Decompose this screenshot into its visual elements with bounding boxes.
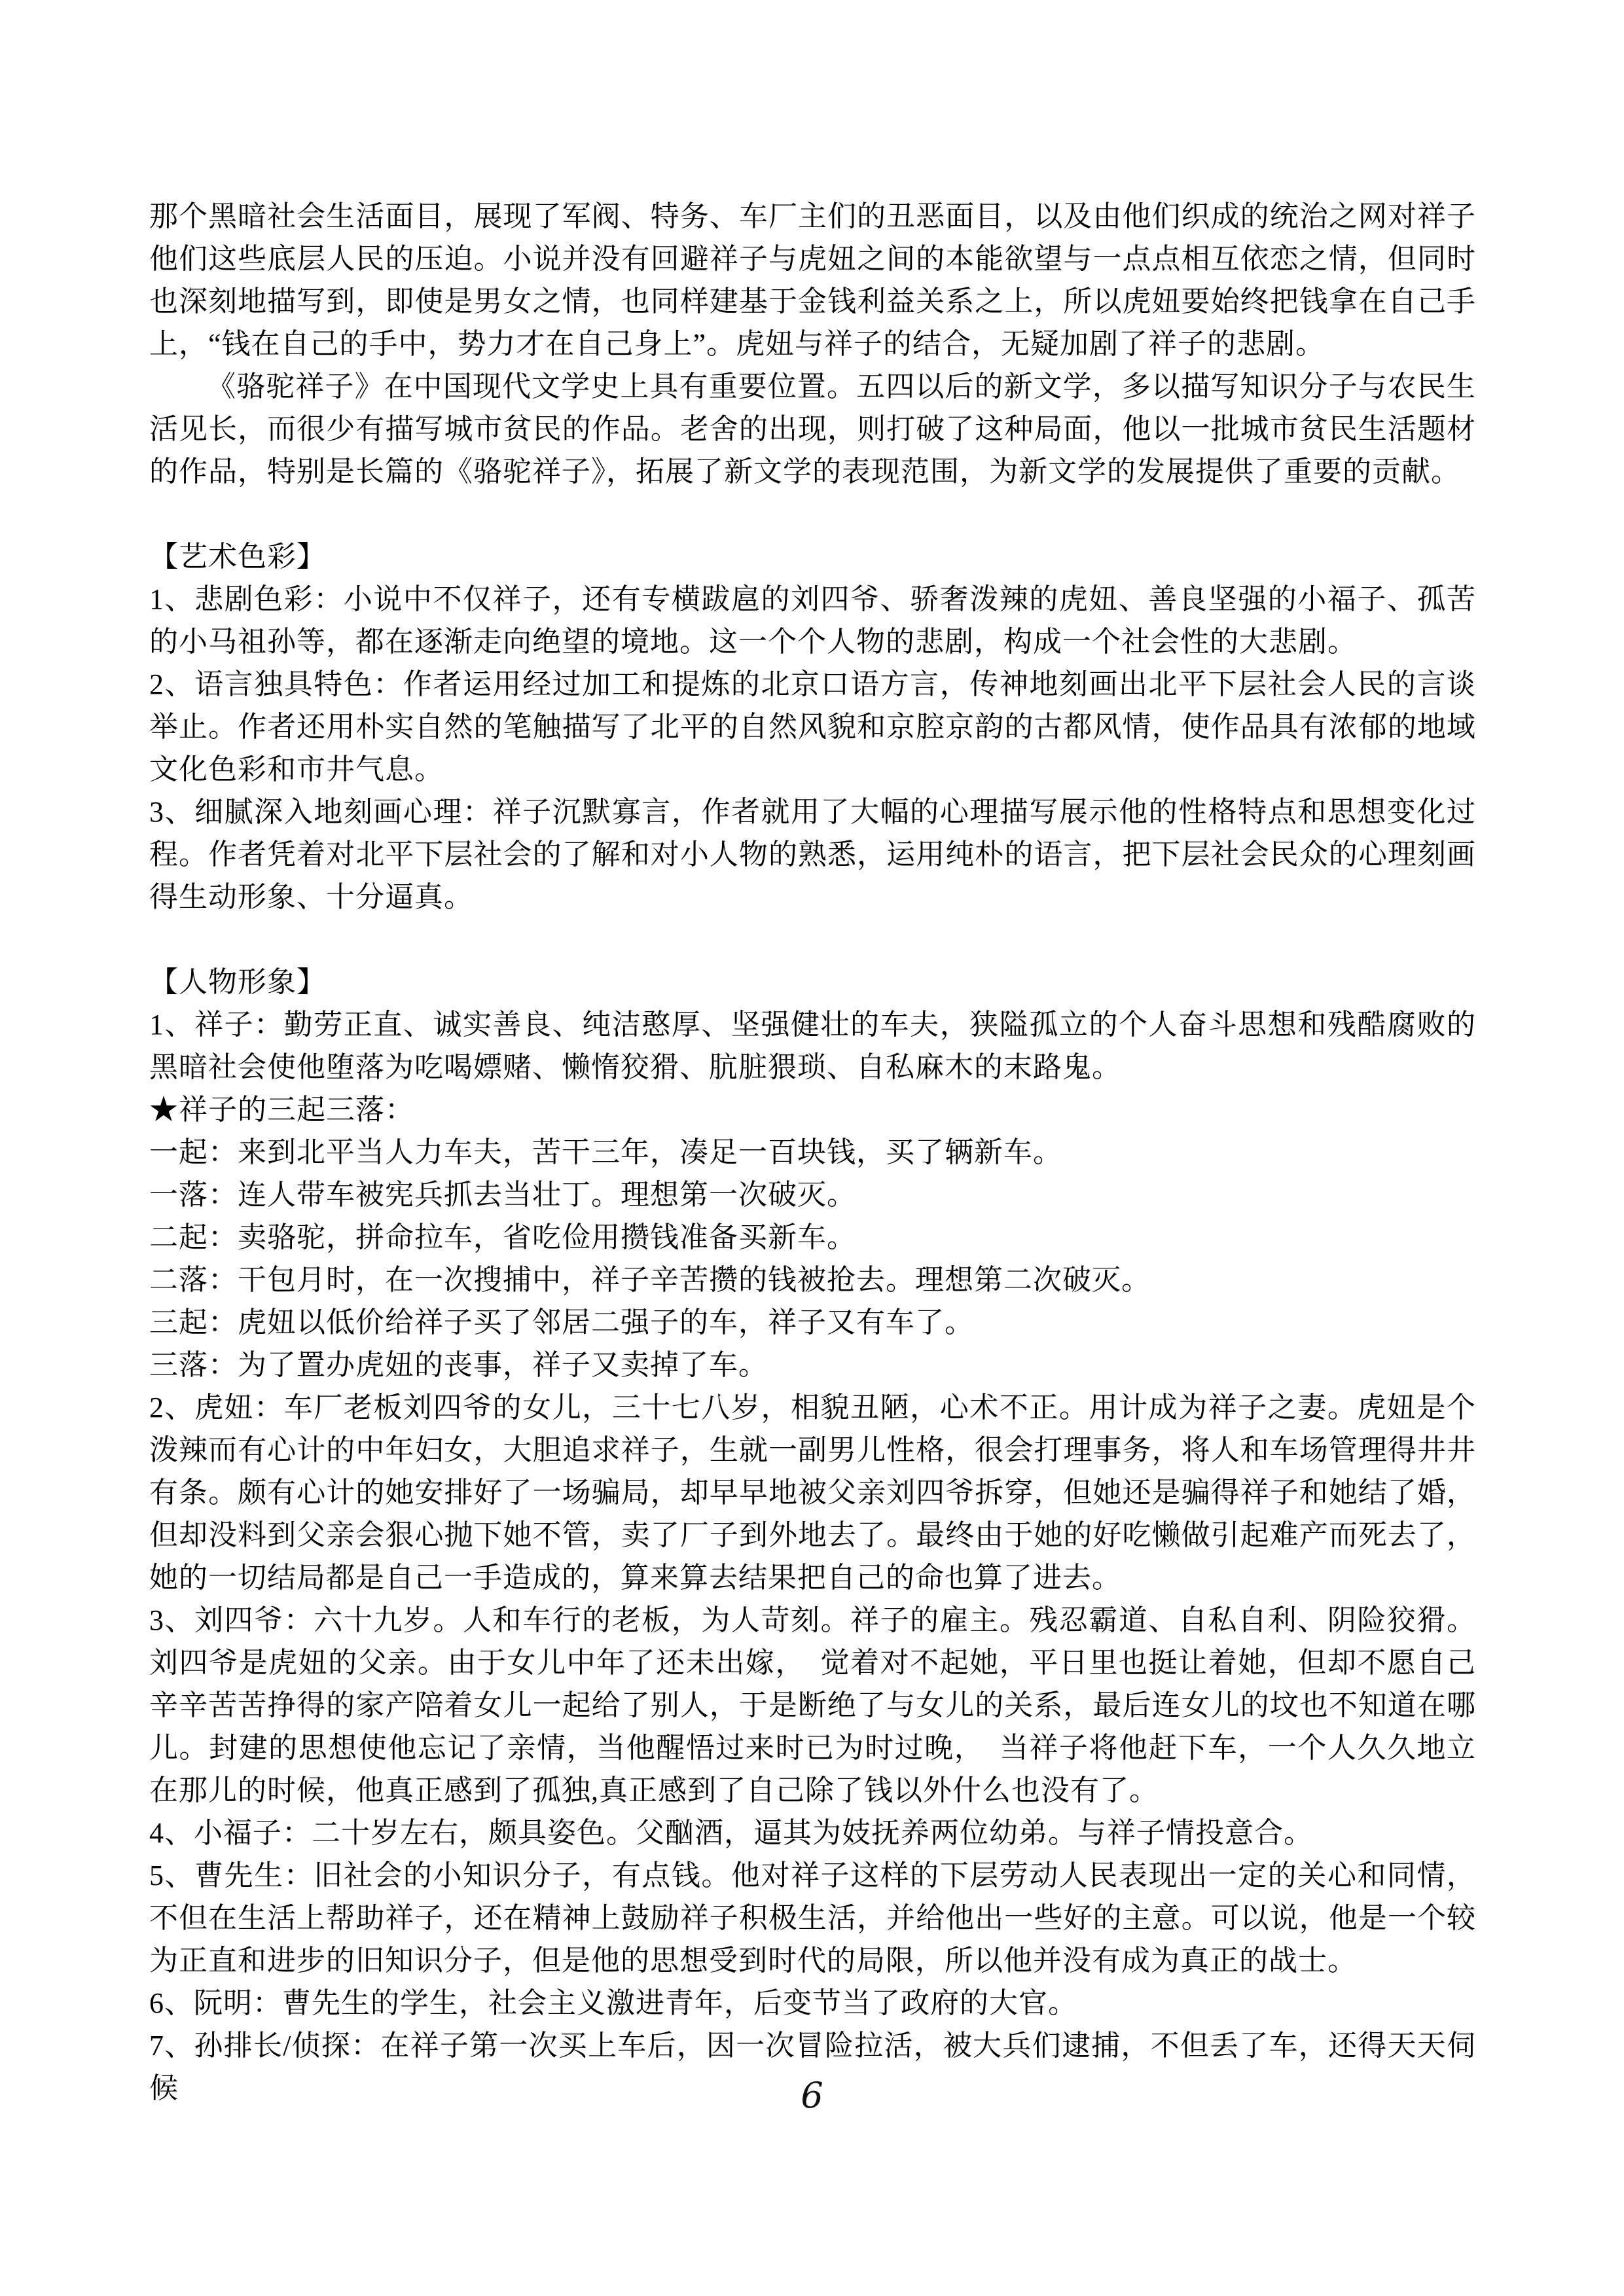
paragraph: 1、祥子：勤劳正直、诚实善良、纯洁憨厚、坚强健壮的车夫，狭隘孤立的个人奋斗思想和残酷腐败的黑暗社会使他堕落为吃喝嫖赌、懒惰狡猾、肮脏猥琐、自私麻木的末路鬼。 [149, 1009, 1476, 1083]
paragraph: 4、小福子：二十岁左右，颇具姿色。父酗酒，逼其为妓抚养两位幼弟。与祥子情投意合。 [149, 1817, 1313, 1849]
paragraph: 5、曹先生：旧社会的小知识分子，有点钱。他对祥子这样的下层劳动人民表现出一定的关心和同情，不但在生活上帮助祥子，还在精神上鼓励祥子积极生活，并给他出一些好的主意。可以说，他是一个较为正直和进步的旧知识分子，但是他的思想受到时代的局限，所以他并没有成为真正的战士。 [149, 1859, 1476, 1977]
paragraph: 那个黑暗社会生活面目，展现了军阀、特务、车厂主们的丑恶面目，以及由他们织成的统治之网对祥子他们这些底层人民的压迫。小说并没有回避祥子与虎妞之间的本能欲望与一点点相互依恋之情，但同时也深刻地描写到，即使是男女之情，也同样建基于金钱利益关系之上，所以虎妞要始终把钱拿在自己手上，“钱在自己的手中，势力才在自己身上”。虎妞与祥子的结合，无疑加剧了祥子的悲剧。 [149, 200, 1476, 360]
paragraph: 一起：来到北平当人力车夫，苦干三年，凑足一百块钱，买了辆新车。 [149, 1136, 1062, 1168]
paragraph: 7、孙排长/侦探：在祥子第一次买上车后，因一次冒险拉活，被大兵们逮捕，不但丢了车，还得天天伺候 [149, 2030, 1476, 2104]
paragraph: 2、语言独具特色：作者运用经过加工和提炼的北京口语方言，传神地刻画出北平下层社会人民的言谈举止。作者还用朴实自然的笔触描写了北平的自然风貌和京腔京韵的古都风情，使作品具有浓郁的地域文化色彩和市井气息。 [149, 668, 1476, 785]
blank-line [149, 918, 1476, 961]
paragraph: 3、细腻深入地刻画心理：祥子沉默寡言，作者就用了大幅的心理描写展示他的性格特点和思想变化过程。作者凭着对北平下层社会的了解和对小人物的熟悉，运用纯朴的语言，把下层社会民众的心理刻画得生动形象、十分逼真。 [149, 796, 1476, 913]
paragraph: 三落：为了置办虎妞的丧事，祥子又卖掉了车。 [149, 1349, 768, 1381]
paragraph: 3、刘四爷：六十九岁。人和车行的老板，为人苛刻。祥子的雇主。残忍霸道、自私自利、阴险狡猾。刘四爷是虎妞的父亲。由于女儿中年了还未出嫁， 觉着对不起她，平日里也挺让着她，但却不愿自己辛辛苦苦挣得的家产陪着女儿一起给了别人，于是断绝了与女儿的关系，最后连女儿的坟也不知道在哪儿。封建的思想使他忘记了亲情，当他醒悟过来时已为时过晚， 当祥子将他赶下车，一个人久久地立在那儿的时候，他真正感到了孤独,真正感到了自己除了钱以外什么也没有了。 [149, 1604, 1476, 1806]
paragraph: 一落：连人带车被宪兵抓去当壮丁。理想第一次破灭。 [149, 1179, 856, 1211]
paragraph: 三起：虎妞以低价给祥子买了邻居二强子的车，祥子又有车了。 [149, 1306, 974, 1338]
paragraph: 《骆驼祥子》在中国现代文学史上具有重要位置。五四以后的新文学，多以描写知识分子与农民生活见长，而很少有描写城市贫民的作品。老舍的出现，则打破了这种局面，他以一批城市贫民生活题材的作品，特别是长篇的《骆驼祥子》，拓展了新文学的表现范围，为新文学的发展提供了重要的贡献。 [149, 370, 1476, 488]
section-heading: 【艺术色彩】 [149, 541, 326, 573]
paragraph: 1、悲剧色彩：小说中不仅祥子，还有专横跋扈的刘四爷、骄奢泼辣的虎妞、善良坚强的小福子、孤苦的小马祖孙等，都在逐渐走向绝望的境地。这一个个人物的悲剧，构成一个社会性的大悲剧。 [149, 583, 1476, 658]
section-heading: 【人物形象】 [149, 966, 326, 998]
paragraph: 2、虎妞：车厂老板刘四爷的女儿，三十七八岁，相貌丑陋，心术不正。用计成为祥子之妻。虎妞是个泼辣而有心计的中年妇女，大胆追求祥子，生就一副男儿性格，很会打理事务，将人和车场管理得井井有条。颇有心计的她安排好了一场骗局，却早早地被父亲刘四爷拆穿，但她还是骗得祥子和她结了婚，但却没料到父亲会狠心抛下她不管，卖了厂子到外地去了。最终由于她的好吃懒做引起难产而死去了，她的一切结局都是自己一手造成的，算来算去结果把自己的命也算了进去。 [149, 1391, 1476, 1594]
document-body [149, 195, 1476, 2109]
paragraph: ★祥子的三起三落： [149, 1094, 414, 1126]
paragraph: 6、阮明：曹先生的学生，社会主义激进青年，后变节当了政府的大官。 [149, 1987, 1077, 2019]
paragraph: 二落：干包月时，在一次搜捕中，祥子辛苦攒的钱被抢去。理想第二次破灭。 [149, 1264, 1151, 1296]
page-number: 6 [801, 2075, 823, 2116]
blank-line [149, 493, 1476, 535]
paragraph: 二起：卖骆驼，拼命拉车，省吃俭用攒钱准备买新车。 [149, 1221, 856, 1253]
